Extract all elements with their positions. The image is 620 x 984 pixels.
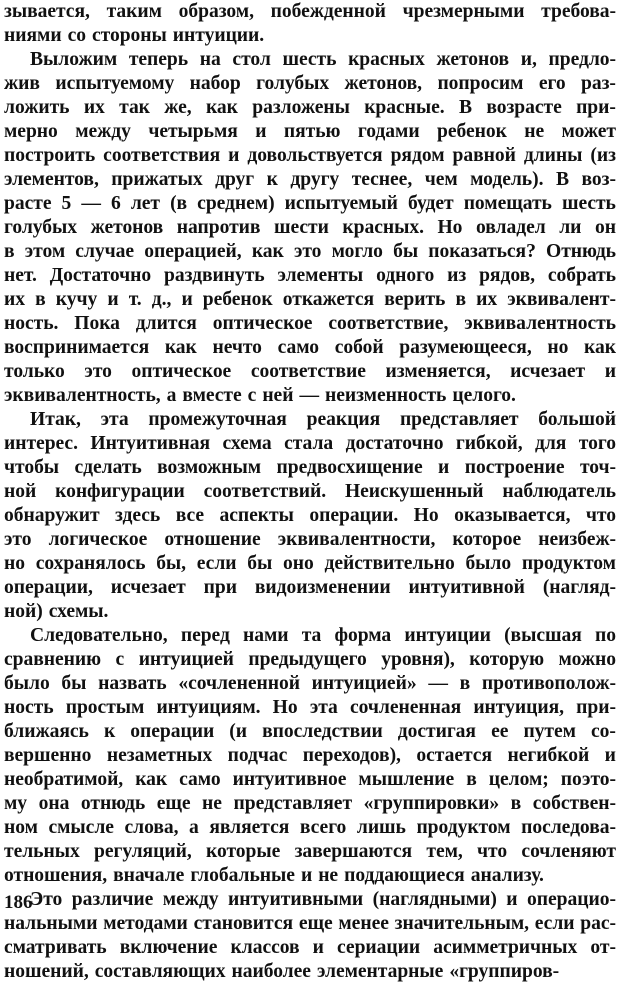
text-line: операции, исчезает при видоизменении интуитивной (нагляд- [4, 577, 616, 598]
text-line: вершенно незаметных подчас переходов), остается негибкой и [4, 745, 616, 766]
text-line: было бы назвать «сочлененной интуицией» — в противополож- [4, 673, 616, 694]
text-line: воспринимается как нечто само собой разумеющееся, но как [4, 337, 616, 358]
text-line: ном смысле слова, а является всего лишь продуктом последова- [4, 817, 616, 838]
text-line: элементов, прижатых друг к другу теснее, чем модель). В воз- [4, 169, 616, 190]
text-line: Следовательно, перед нами та форма интуиции (высшая по [30, 625, 616, 646]
page-number: 186 [4, 892, 33, 913]
paragraph [4, 48, 616, 408]
text-line: интерес. Интуитивная схема стала достаточно гибкой, для того [4, 433, 616, 454]
text-line: их в кучу и т. д., и ребенок откажется верить в их эквивалент- [4, 289, 616, 310]
text-line: жив испытуемому набор голубых жетонов, попросим его раз- [4, 73, 616, 94]
text-line: му она отнюдь еще не представляет «группировки» в собствен- [4, 793, 616, 814]
text-line: Выложим теперь на стол шесть красных жетонов и, предло- [30, 49, 616, 70]
text-line: ношений, составляющих наиболее элементарные «группиров- [4, 961, 560, 982]
text-line: в этом случае операцией, как это могло бы показаться? Отнюдь [4, 241, 616, 262]
text-line: нальными методами становится еще менее значительным, если рас- [4, 913, 616, 934]
text-line: это логическое отношение эквивалентности, которое неизбеж- [4, 529, 616, 550]
text-line: тельных регуляций, которые завершаются тем, что сочленяют [4, 841, 616, 862]
text-line: но сохранялось бы, если бы оно действительно было продуктом [4, 553, 616, 574]
text-line: Итак, эта промежуточная реакция представляет большой [30, 409, 616, 430]
text-line: сматривать включение классов и сериации асимметричных от- [4, 937, 616, 958]
text-line: ной конфигурации соответствий. Неискушенный наблюдатель [4, 481, 616, 502]
text-line: отношения, вначале глобальные и не поддающиеся анализу. [4, 865, 544, 886]
paragraph [4, 0, 616, 48]
paragraph [4, 888, 616, 984]
text-line: Это различие между интуитивными (наглядными) и операцио- [30, 889, 616, 910]
text-line: ложить их так же, как разложены красные. В возрасте при- [4, 97, 616, 118]
text-line: мерно между четырьмя и пятью годами ребенок не может [4, 121, 616, 142]
text-line: зывается, таким образом, побежденной чрезмерными требова- [4, 1, 616, 22]
paragraph [4, 408, 616, 624]
text-line: эквивалентность, а вместе с ней — неизменность целого. [4, 385, 516, 406]
text-line: построить соответствия и довольствуется рядом равной длины (из [4, 145, 616, 166]
text-line: ность. Пока длится оптическое соответствие, эквивалентность [4, 313, 616, 334]
text-line: расте 5 — 6 лет (в среднем) испытуемый будет помещать шесть [4, 193, 616, 214]
text-line: необратимой, как само интуитивное мышление в целом; поэто- [4, 769, 616, 790]
text-line: чтобы сделать возможным предвосхищение и построение точ- [4, 457, 616, 478]
text-line: ность простым интуициям. Но эта сочлененная интуиция, при- [4, 697, 616, 718]
text-line: сравнению с интуицией предыдущего уровня), которую можно [4, 649, 616, 670]
text-line: только это оптическое соответствие изменяется, исчезает и [4, 361, 616, 382]
text-line: обнаружит здесь все аспекты операции. Но оказывается, что [4, 505, 616, 526]
paragraph [4, 624, 616, 888]
text-line: ной) схемы. [4, 601, 109, 622]
text-line: нет. Достаточно раздвинуть элементы одного из рядов, собрать [4, 265, 616, 286]
text-line: ниями со стороны интуиции. [4, 25, 265, 46]
text-line: голубых жетонов напротив шести красных. Но овладел ли он [4, 217, 616, 238]
body-text [4, 0, 616, 984]
text-line: ближаясь к операции (и впоследствии достигая ее путем со- [4, 721, 616, 742]
